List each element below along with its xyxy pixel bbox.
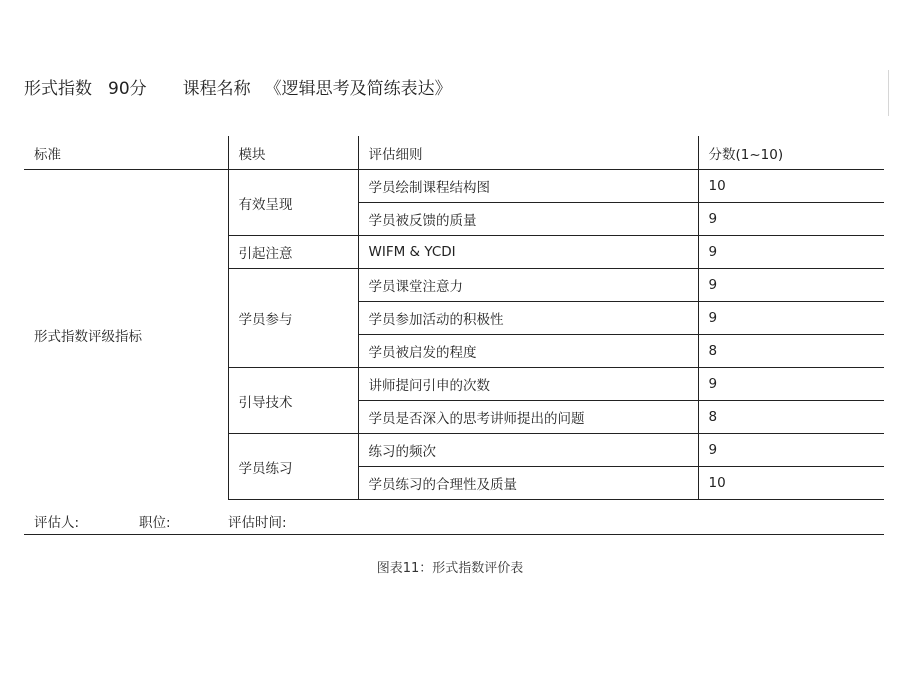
table-header-row (24, 136, 884, 170)
table-row (24, 170, 884, 203)
module-cell: 引起注意 (228, 236, 358, 269)
detail-cell: 学员是否深入的思考讲师提出的问题 (358, 401, 698, 434)
standard-cell: 形式指数评级指标 (34, 328, 142, 345)
evaluation-table (24, 136, 884, 500)
detail-cell: 学员被启发的程度 (358, 335, 698, 368)
column-header-standard: 标准 (24, 136, 228, 170)
figure-caption: 图表11：形式指数评价表 (376, 561, 524, 576)
detail-cell: WIFM & YCDI (358, 236, 698, 269)
detail-cell: 学员绘制课程结构图 (358, 170, 698, 203)
score-cell: 8 (698, 401, 884, 434)
score-cell: 8 (698, 335, 884, 368)
detail-cell: 讲师提问引申的次数 (358, 368, 698, 401)
score-cell: 10 (698, 170, 884, 203)
module-cell: 学员练习 (228, 434, 358, 500)
module-cell: 学员参与 (228, 269, 358, 368)
column-header-detail: 评估细则 (358, 136, 698, 170)
column-header-module: 模块 (228, 136, 358, 170)
time-label: 评估时间: (228, 515, 287, 531)
score-cell: 10 (698, 467, 884, 500)
score-cell: 9 (698, 269, 884, 302)
course-name: 《逻辑思考及简练表达》 (264, 79, 452, 99)
detail-cell: 学员课堂注意力 (358, 269, 698, 302)
index-score: 90分 (108, 79, 147, 99)
detail-cell: 学员练习的合理性及质量 (358, 467, 698, 500)
index-label: 形式指数 (24, 79, 92, 99)
course-label: 课程名称 (182, 79, 251, 99)
score-cell: 9 (698, 203, 884, 236)
module-cell: 引导技术 (228, 368, 358, 434)
score-cell: 9 (698, 236, 884, 269)
detail-cell: 学员被反馈的质量 (358, 203, 698, 236)
score-cell: 9 (698, 302, 884, 335)
score-cell: 9 (698, 368, 884, 401)
column-header-score: 分数(1~10) (698, 136, 884, 170)
edge-divider (888, 70, 889, 116)
detail-cell: 学员参加活动的积极性 (358, 302, 698, 335)
signature-row (24, 502, 884, 535)
module-cell: 有效呈现 (228, 170, 358, 236)
detail-cell: 练习的频次 (358, 434, 698, 467)
position-label: 职位: (139, 515, 171, 531)
score-cell: 9 (698, 434, 884, 467)
evaluator-label: 评估人: (34, 515, 80, 531)
page-header (24, 74, 452, 99)
